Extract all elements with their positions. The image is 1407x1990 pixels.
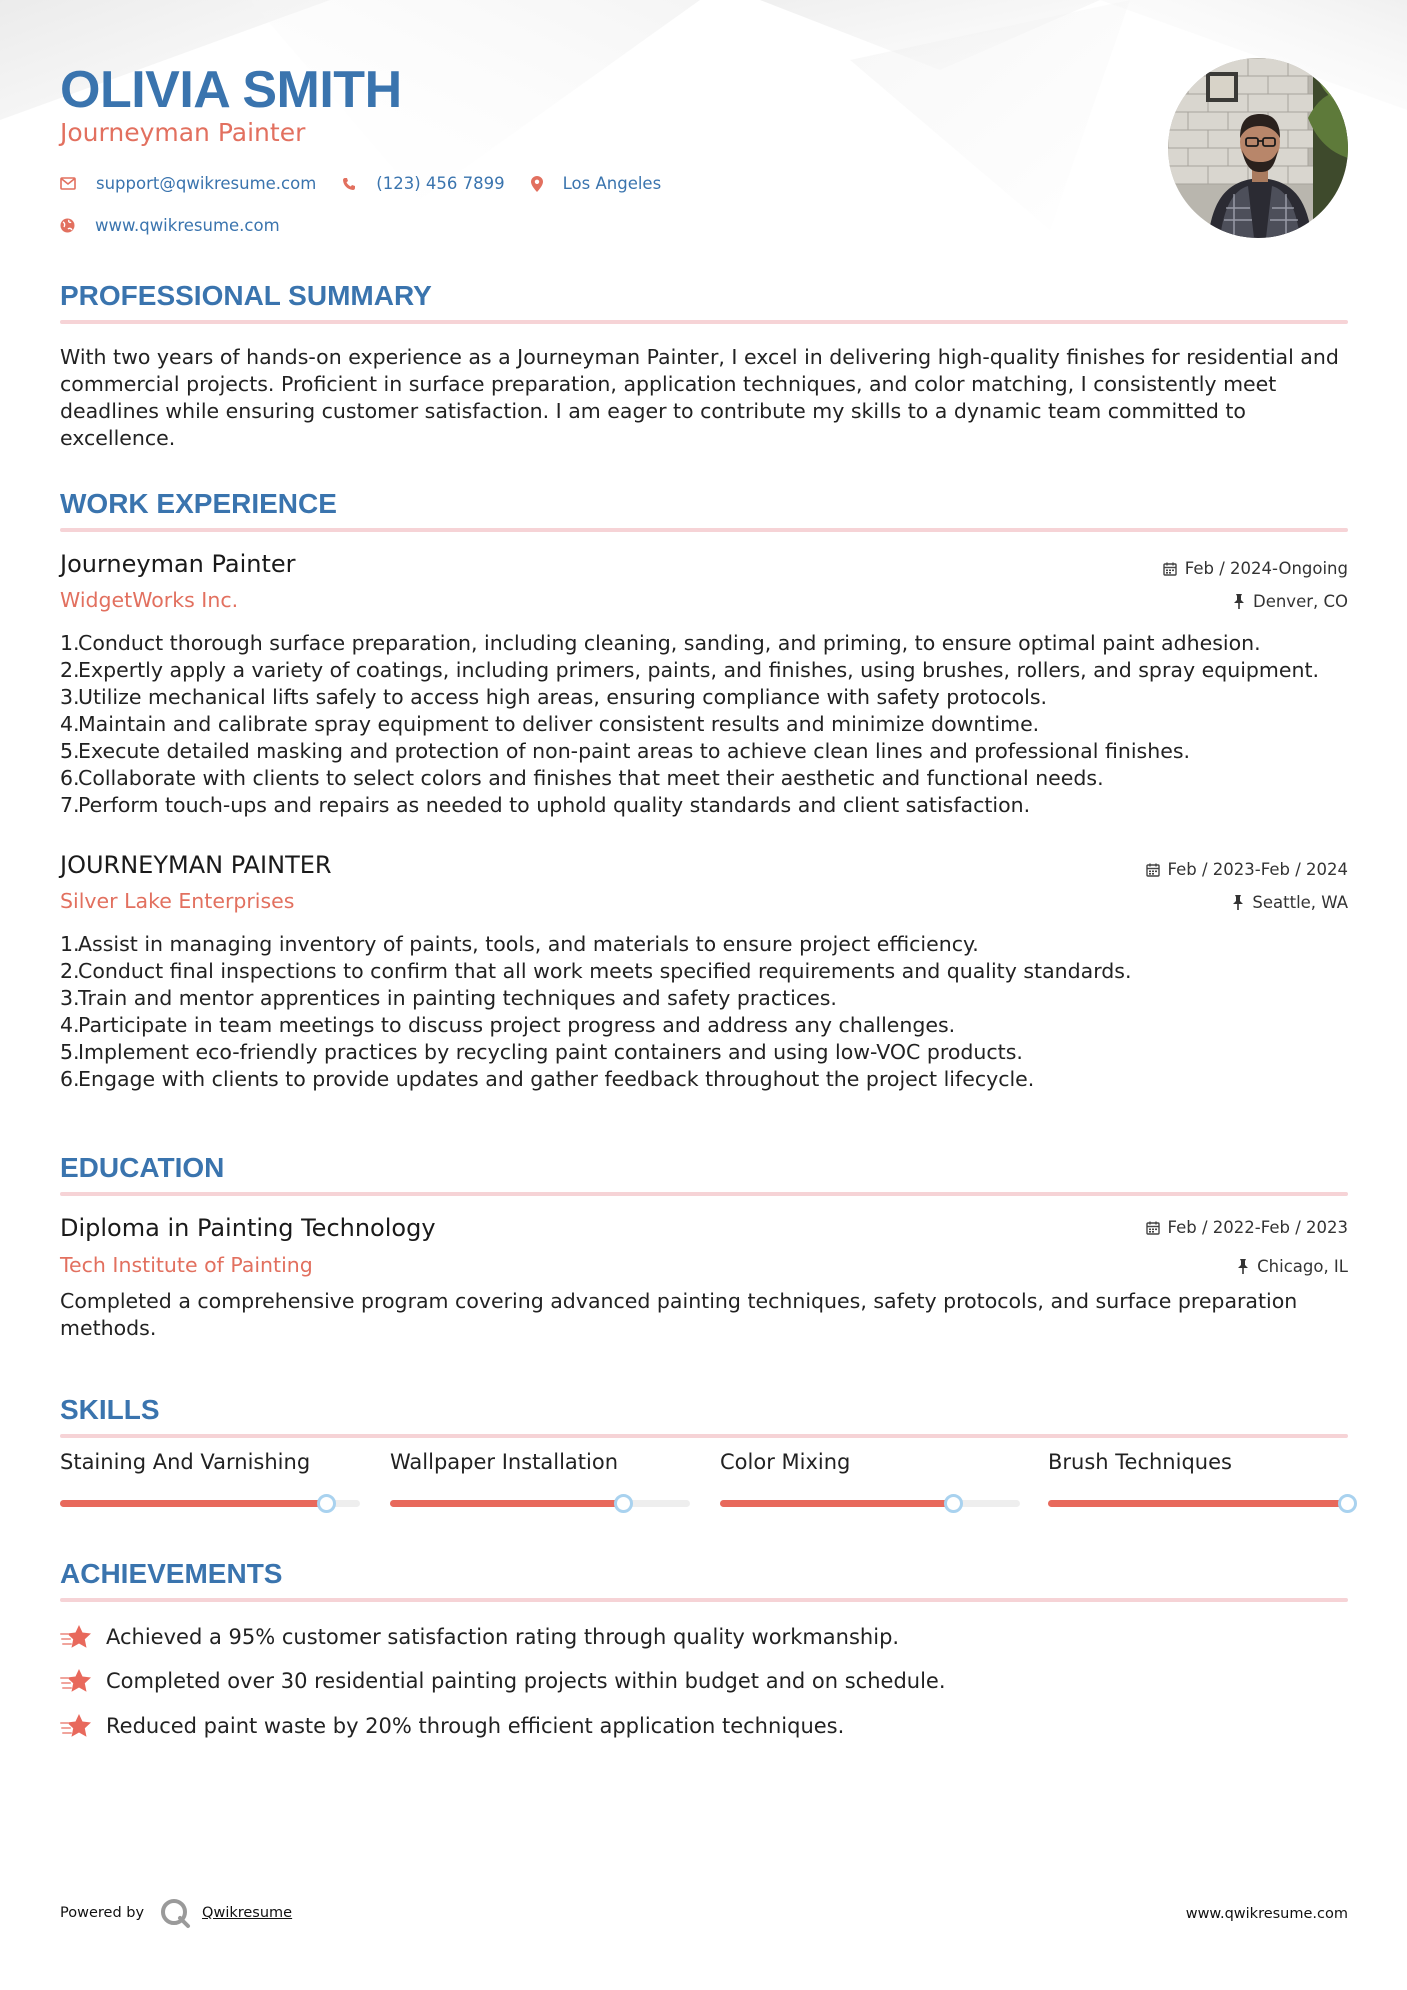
skill-item: [720, 1450, 1020, 1474]
list-item: 6. Engage with clients to provide updates and gather feedback throughout the project lifecycle.: [60, 1067, 1035, 1091]
list-item: 1. Assist in managing inventory of paints, tools, and materials to ensure project efficiency.: [60, 932, 979, 956]
email-text: support@qwikresume.com: [96, 174, 317, 193]
powered-by-label: Powered by: [60, 1905, 145, 1921]
skill-bar: [60, 1500, 360, 1507]
map-pin-icon: [531, 176, 543, 192]
company-name: WidgetWorks Inc.: [60, 588, 239, 612]
list-item: 4. Maintain and calibrate spray equipment to deliver consistent results and minimize downtime.: [60, 712, 1040, 736]
candidate-role: Journeyman Painter: [60, 118, 306, 147]
list-item: 1. Conduct thorough surface preparation, including cleaning, sanding, and priming, to ensure optimal paint adhesion.: [60, 631, 1261, 655]
list-item: 5. Execute detailed masking and protection of non-paint areas to achieve clean lines and professional finishes.: [60, 739, 1191, 763]
skill-item: [1048, 1450, 1348, 1474]
skill-bar: [720, 1500, 1020, 1507]
website-item[interactable]: [60, 216, 280, 235]
job-dates: [1163, 559, 1348, 578]
skills-list: [60, 1450, 1360, 1520]
summary-heading: PROFESSIONAL SUMMARY: [60, 280, 432, 311]
job-dates: [1146, 860, 1348, 879]
achievement-text: Completed over 30 residential painting projects within budget and on schedule.: [106, 1669, 946, 1693]
job-location: [1233, 592, 1348, 611]
shooting-star-icon: [60, 1713, 92, 1739]
education-description: Completed a comprehensive program covering advanced painting techniques, safety protocols, and surface preparation methods.: [60, 1289, 1298, 1340]
list-item: 7. Perform touch-ups and repairs as needed to uphold quality standards and client satisfaction.: [60, 793, 1031, 817]
pushpin-icon: [1237, 1259, 1249, 1274]
envelope-icon: [60, 177, 76, 190]
achievement-item: [60, 1713, 844, 1739]
job-location: [1232, 893, 1348, 912]
summary-text: With two years of hands-on experience as a Journeyman Painter, I excel in delivering high-quality finishes for residential and commercial projects. Proficient in surface preparation, application techniques, and color matching, I consistently meet deadlines while ensuring customer satisfaction. I am eager to contribute my skills to a dynamic team committed to excellence.: [60, 345, 1339, 450]
phone-icon: [342, 177, 356, 191]
pushpin-icon: [1232, 895, 1244, 910]
shooting-star-icon: [60, 1668, 92, 1694]
footer-powered-by: [60, 1896, 292, 1930]
skill-bar: [1048, 1500, 1348, 1507]
calendar-icon: [1146, 1221, 1160, 1235]
contact-row-1: [60, 174, 687, 193]
skill-item: [390, 1450, 690, 1474]
skill-bar: [390, 1500, 690, 1507]
location-text: Los Angeles: [562, 174, 662, 193]
list-item: 6. Collaborate with clients to select colors and finishes that meet their aesthetic and functional needs.: [60, 766, 1104, 790]
job-title: Journeyman Painter: [60, 550, 296, 578]
calendar-icon: [1146, 863, 1160, 877]
job-location-text: Seattle, WA: [1252, 893, 1348, 912]
achievements-divider: [60, 1598, 1348, 1602]
qwikresume-logo-icon: [158, 1896, 192, 1930]
skill-label: Brush Techniques: [1048, 1450, 1232, 1474]
job-location-text: Denver, CO: [1252, 592, 1348, 611]
achievement-text: Achieved a 95% customer satisfaction rating through quality workmanship.: [106, 1625, 900, 1649]
location-item: [531, 174, 662, 193]
profile-photo: [1168, 58, 1348, 238]
skill-fill: [60, 1500, 327, 1507]
candidate-name: OLIVIA SMITH: [60, 61, 402, 119]
skill-slider-knob[interactable]: [944, 1494, 963, 1513]
calendar-icon: [1163, 562, 1177, 576]
website-text: www.qwikresume.com: [95, 216, 280, 235]
shooting-star-icon: [60, 1624, 92, 1650]
achievement-item: [60, 1624, 899, 1650]
list-item: 3. Train and mentor apprentices in painting techniques and safety practices.: [60, 986, 837, 1010]
skills-heading: SKILLS: [60, 1394, 160, 1425]
job-responsibilities: [60, 931, 1348, 1093]
skill-slider-knob[interactable]: [317, 1494, 336, 1513]
company-name: Silver Lake Enterprises: [60, 889, 295, 913]
job-title: JOURNEYMAN PAINTER: [60, 851, 332, 879]
list-item: 2. Expertly apply a variety of coatings, including primers, paints, and finishes, using brushes, rollers, and spray equipment.: [60, 658, 1320, 682]
education-location: [1237, 1257, 1348, 1276]
email-item[interactable]: [60, 174, 316, 193]
education-heading: EDUCATION: [60, 1152, 225, 1183]
qwikresume-link[interactable]: Qwikresume: [202, 1905, 293, 1921]
education-divider: [60, 1192, 1348, 1196]
skill-slider-knob[interactable]: [614, 1494, 633, 1513]
globe-icon: [60, 218, 75, 233]
pushpin-icon: [1233, 594, 1245, 609]
skill-label: Staining And Varnishing: [60, 1450, 311, 1474]
education-location-text: Chicago, IL: [1257, 1257, 1348, 1276]
footer-website[interactable]: www.qwikresume.com: [1185, 1906, 1348, 1922]
skill-slider-knob[interactable]: [1338, 1494, 1357, 1513]
achievement-text: Reduced paint waste by 20% through efficient application techniques.: [106, 1714, 845, 1738]
school-name: Tech Institute of Painting: [60, 1253, 313, 1277]
summary-divider: [60, 320, 1348, 324]
list-item: 2. Conduct final inspections to confirm that all work meets specified requirements and quality standards.: [60, 959, 1132, 983]
experience-divider: [60, 528, 1348, 532]
contact-row-2: [60, 216, 306, 235]
skills-divider: [60, 1434, 1348, 1438]
education-dates: [1146, 1218, 1348, 1237]
degree-title: Diploma in Painting Technology: [60, 1214, 436, 1242]
achievements-heading: ACHIEVEMENTS: [60, 1558, 283, 1589]
list-item: 3. Utilize mechanical lifts safely to access high areas, ensuring compliance with safety protocols.: [60, 685, 1048, 709]
skill-item: [60, 1450, 360, 1474]
experience-heading: WORK EXPERIENCE: [60, 488, 337, 519]
skill-label: Color Mixing: [720, 1450, 851, 1474]
phone-text: (123) 456 7899: [376, 174, 505, 193]
job-responsibilities: [60, 630, 1348, 819]
list-item: 5. Implement eco-friendly practices by recycling paint containers and using low-VOC products.: [60, 1040, 1023, 1064]
achievement-item: [60, 1668, 946, 1694]
job-dates-text: Feb / 2023-Feb / 2024: [1167, 860, 1348, 879]
skill-fill: [390, 1500, 624, 1507]
skill-label: Wallpaper Installation: [390, 1450, 619, 1474]
education-dates-text: Feb / 2022-Feb / 2023: [1167, 1218, 1348, 1237]
list-item: 4. Participate in team meetings to discuss project progress and address any challenges.: [60, 1013, 956, 1037]
skill-fill: [1048, 1500, 1348, 1507]
phone-item[interactable]: [342, 174, 504, 193]
job-dates-text: Feb / 2024-Ongoing: [1184, 559, 1348, 578]
skill-fill: [720, 1500, 954, 1507]
